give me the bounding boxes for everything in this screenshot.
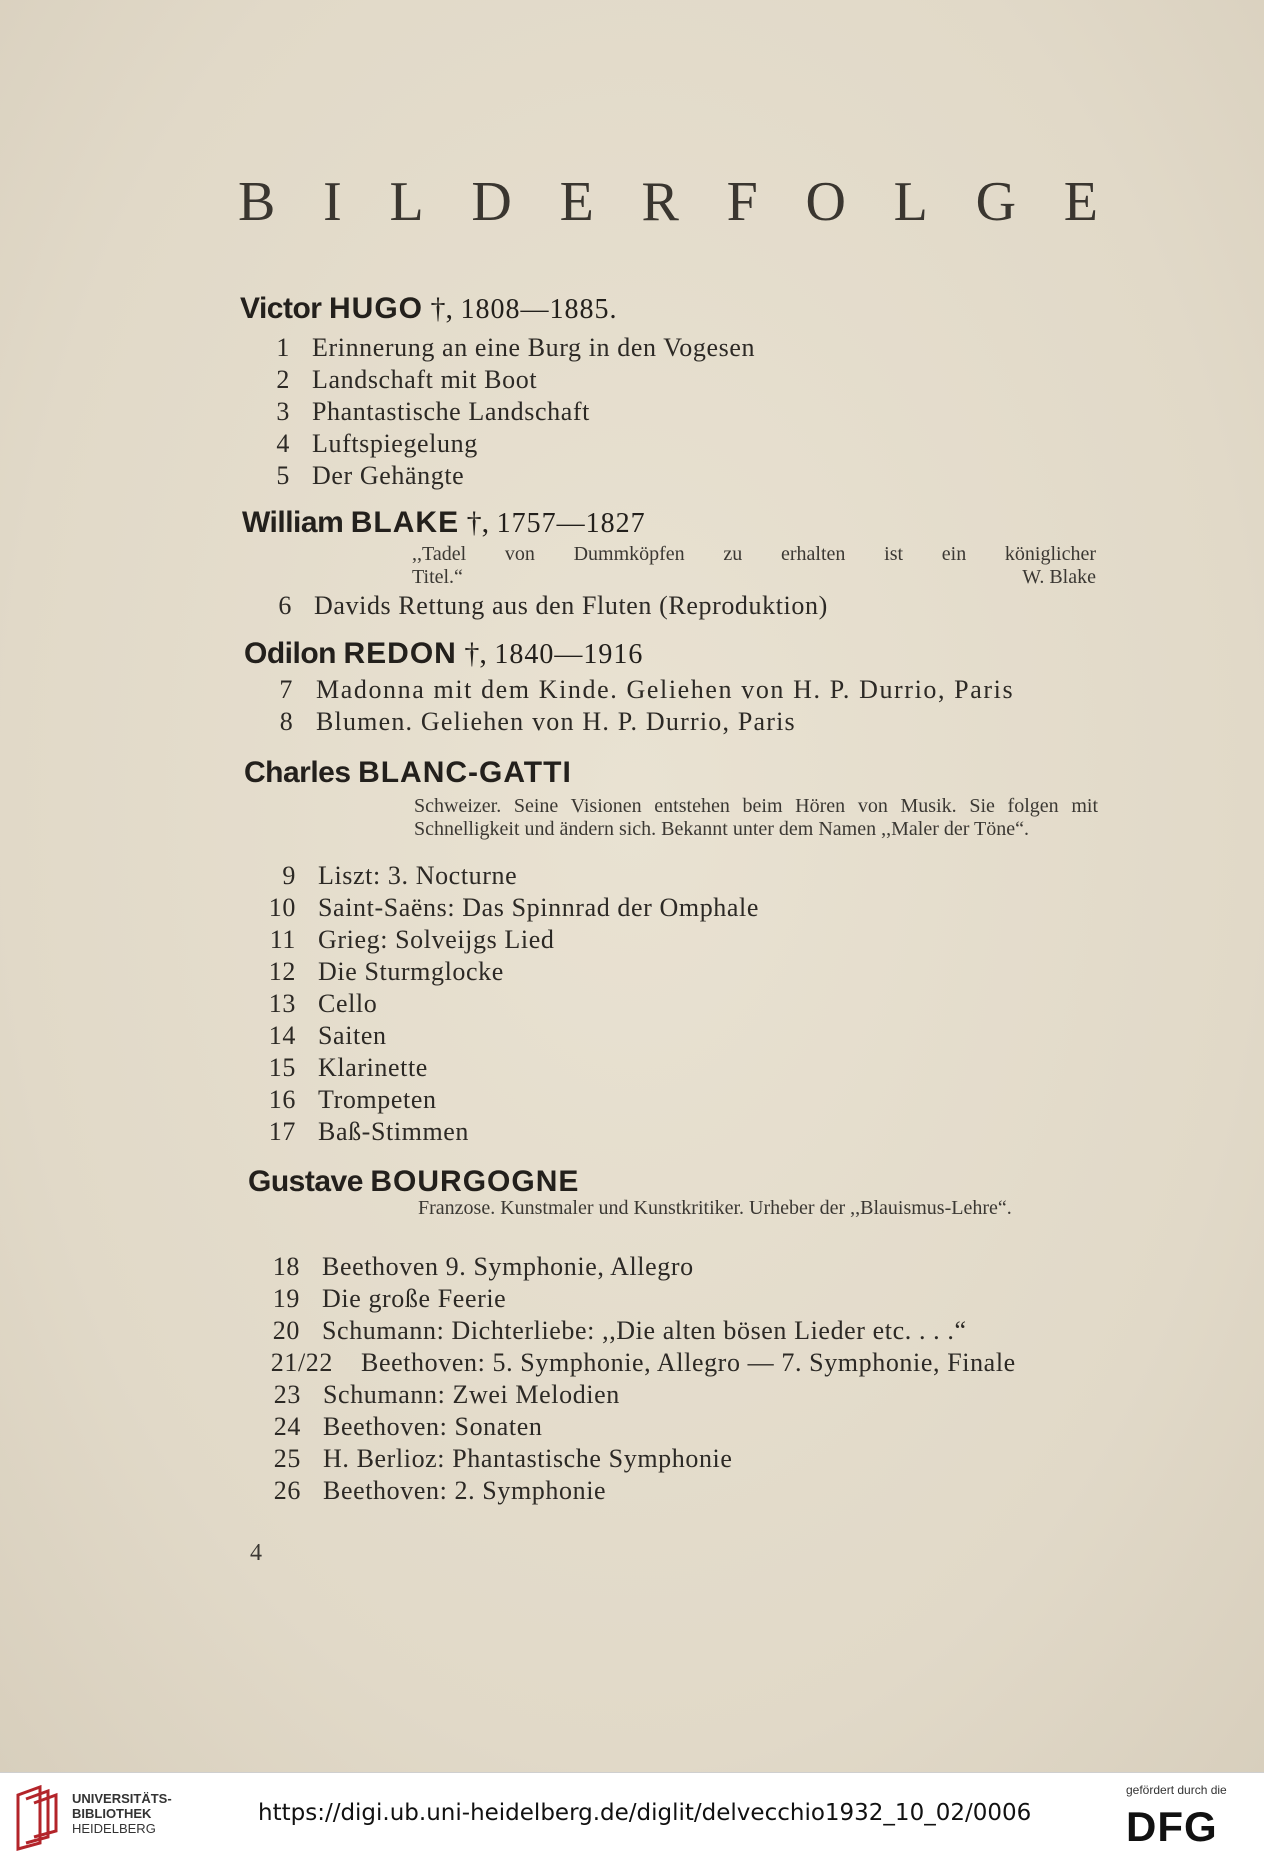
list-item: [273, 1380, 620, 1410]
library-name-line: UNIVERSITÄTS-: [72, 1791, 172, 1806]
list-item: [272, 1252, 694, 1282]
item-number: 3: [276, 397, 290, 426]
list-item: [270, 1348, 1016, 1378]
item-number: 21/22: [270, 1348, 333, 1377]
title-letter: E: [1063, 171, 1098, 233]
artist-last-name: HUGO: [328, 292, 423, 325]
title-letter: I: [323, 171, 342, 233]
item-number: 8: [279, 707, 294, 736]
item-number: 23: [273, 1380, 301, 1409]
item-number: 15: [268, 1053, 296, 1082]
artist-heading-bourgogne: [248, 1165, 579, 1199]
library-name: [72, 1791, 172, 1836]
item-title: Klarinette: [318, 1053, 428, 1082]
list-item: [268, 893, 760, 923]
item-number: 17: [268, 1117, 296, 1146]
artist-heading-hugo: [240, 292, 617, 326]
item-number: 14: [268, 1021, 296, 1050]
artist-dates: 1808—1885.: [460, 294, 618, 325]
item-title: Saiten: [318, 1021, 387, 1050]
artist-last-name: BOURGOGNE: [370, 1165, 580, 1198]
item-title: Saint-Saëns: Das Spinnrad der Omphale: [318, 893, 760, 922]
page-title: [238, 170, 1098, 234]
item-title: Beethoven 9. Symphonie, Allegro: [322, 1252, 694, 1281]
artist-heading-blake: [242, 506, 646, 540]
document-url-link[interactable]: https://digi.ub.uni-heidelberg.de/diglit/delvecchio1932_10_02/0006: [258, 1800, 1032, 1826]
artist-heading-blanc-gatti: [244, 756, 572, 790]
item-number: 12: [268, 957, 296, 986]
quote-text: ,,Tadel von Dummköpfen zu erhalten ist ein königlicher: [412, 543, 1096, 565]
artist-heading-redon: [244, 637, 643, 671]
item-title: Baß-Stimmen: [318, 1117, 470, 1146]
artist-first-name: Gustave: [248, 1165, 363, 1198]
blake-quote: [412, 543, 1096, 589]
title-letter: B: [238, 171, 276, 233]
list-item: [276, 429, 478, 459]
artist-dates: 1840—1916: [494, 639, 644, 670]
item-title: Schumann: Dichterliebe: ,,Die alten bösen Lieder etc. . . .“: [322, 1316, 967, 1345]
item-number: 9: [282, 861, 296, 890]
item-number: 10: [268, 893, 296, 922]
title-letter: E: [559, 171, 594, 233]
item-title: Erinnerung an eine Burg in den Vogesen: [312, 333, 756, 362]
item-number: 6: [278, 591, 292, 620]
item-title: Beethoven: 5. Symphonie, Allegro — 7. Symphonie, Finale: [361, 1348, 1016, 1377]
list-item: [268, 1117, 470, 1147]
dagger-mark: †,: [466, 506, 490, 539]
item-title: Blumen. Geliehen von H. P. Durrio, Paris: [316, 707, 796, 736]
list-item: [272, 1284, 507, 1314]
artist-last-name: REDON: [343, 637, 457, 670]
item-title: Liszt: 3. Nocturne: [318, 861, 518, 890]
item-title: Grieg: Solveijgs Lied: [318, 925, 555, 954]
title-letter: L: [389, 171, 424, 233]
viewer-footer: [0, 1772, 1264, 1863]
dagger-mark: †,: [430, 292, 453, 325]
title-letter: R: [641, 171, 679, 233]
item-number: 1: [276, 333, 290, 362]
university-library-logo-icon: [14, 1785, 60, 1851]
funding-note: gefördert durch die: [1126, 1783, 1227, 1797]
list-item: [276, 397, 590, 427]
item-number: 26: [273, 1476, 301, 1505]
list-item: [279, 707, 796, 737]
item-title: H. Berlioz: Phantastische Symphonie: [323, 1444, 733, 1473]
list-item: [268, 1085, 437, 1115]
list-item: [268, 1021, 387, 1051]
list-item: [273, 1412, 543, 1442]
artist-last-name: BLANC-GATTI: [358, 756, 572, 789]
item-title: Die Sturmglocke: [318, 957, 504, 986]
item-number: 16: [268, 1085, 296, 1114]
artist-first-name: William: [242, 506, 344, 539]
artist-description: Schweizer. Seine Visionen entstehen beim Hören von Musik. Sie folgen mit Schnelligkeit und ändern sich. Bekannt unter dem Namen ,,Maler der Töne“.: [414, 795, 1098, 840]
item-number: 11: [269, 925, 296, 954]
item-number: 4: [276, 429, 290, 458]
page-number: 4: [250, 1540, 262, 1566]
artist-first-name: Odilon: [244, 637, 336, 670]
quote-author: W. Blake: [1022, 566, 1096, 588]
item-title: Trompeten: [318, 1085, 437, 1114]
list-item: [278, 591, 828, 621]
list-item: [276, 461, 465, 491]
item-title: Beethoven: 2. Symphonie: [323, 1476, 607, 1505]
list-item: [268, 1053, 428, 1083]
item-title: Der Gehängte: [312, 461, 465, 490]
item-title: Die große Feerie: [322, 1284, 507, 1313]
item-number: 24: [273, 1412, 301, 1441]
list-item: [282, 861, 518, 891]
item-title: Landschaft mit Boot: [312, 365, 538, 394]
item-number: 25: [273, 1444, 301, 1473]
list-item: [268, 989, 378, 1019]
list-item: [276, 365, 538, 395]
list-item: [273, 1444, 733, 1474]
item-number: 19: [272, 1284, 300, 1313]
item-title: Phantastische Landschaft: [312, 397, 590, 426]
item-number: 7: [279, 675, 294, 704]
item-title: Madonna mit dem Kinde. Geliehen von H. P. Durrio, Paris: [316, 675, 1015, 704]
list-item: [279, 675, 1015, 705]
artist-first-name: Charles: [244, 756, 351, 789]
item-number: 13: [268, 989, 296, 1018]
item-title: Luftspiegelung: [312, 429, 478, 458]
artist-dates: 1757—1827: [496, 508, 646, 539]
library-name-line: HEIDELBERG: [72, 1821, 156, 1836]
artist-first-name: Victor: [240, 292, 322, 325]
list-item: [276, 333, 756, 363]
list-item: [273, 1476, 607, 1506]
item-number: 2: [276, 365, 290, 394]
list-item: [268, 957, 504, 987]
dagger-mark: †,: [464, 637, 487, 670]
item-number: 20: [272, 1316, 300, 1345]
title-letter: L: [893, 171, 928, 233]
title-letter: O: [805, 171, 846, 233]
item-number: 18: [272, 1252, 300, 1281]
list-item: [272, 1316, 967, 1346]
list-item: [269, 925, 555, 955]
title-letter: D: [471, 171, 512, 233]
quote-text: Titel.“: [412, 566, 463, 588]
title-letter: G: [975, 171, 1017, 233]
item-number: 5: [276, 461, 290, 490]
library-name-line: BIBLIOTHEK: [72, 1806, 152, 1821]
item-title: Davids Rettung aus den Fluten (Reproduktion): [314, 591, 828, 620]
item-title: Schumann: Zwei Melodien: [323, 1380, 620, 1409]
title-letter: F: [726, 171, 758, 233]
dfg-logo: DFG: [1126, 1803, 1218, 1850]
item-title: Cello: [318, 989, 378, 1018]
item-title: Beethoven: Sonaten: [323, 1412, 543, 1441]
artist-description: Franzose. Kunstmaler und Kunstkritiker. Urheber der ,,Blauismus-Lehre“.: [418, 1197, 1012, 1219]
artist-last-name: BLAKE: [350, 506, 460, 539]
